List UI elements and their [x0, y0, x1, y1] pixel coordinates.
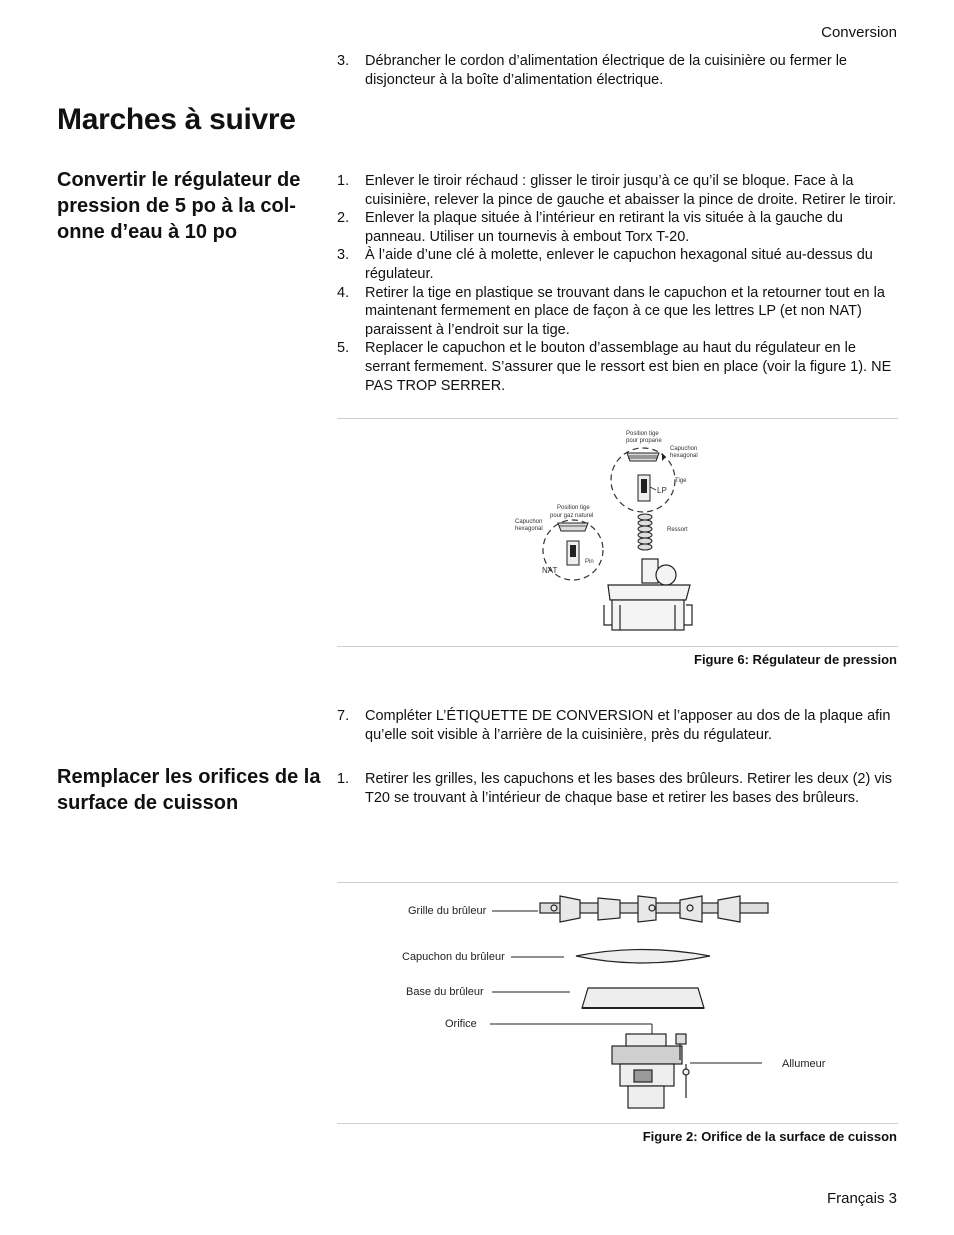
orifice-steps — [337, 770, 897, 807]
step-number: 5. — [337, 340, 350, 357]
step-number: 3. — [337, 53, 350, 69]
label-hex-cap-right: Capuchon — [670, 446, 698, 452]
list-item — [337, 209, 897, 246]
label-hex-cap-right-2: hexagonal — [670, 453, 698, 459]
list-item — [337, 339, 897, 395]
list-item — [337, 246, 897, 283]
label-lp: LP — [657, 486, 667, 495]
step-text: Compléter L’ÉTIQUETTE DE CONVERSION et l’apposer au dos de la plaque afin qu’elle soit visible à l’arrière de la cuisinière, près du régulateur. — [365, 708, 891, 743]
page-number: Français 3 — [826, 1190, 897, 1207]
list-item — [337, 52, 897, 89]
label-hex-cap-left-2: hexagonal — [515, 526, 543, 532]
step-text: Replacer le capuchon et le bouton d’assemblage au haut du régulateur en le serrant fermement. S’assurer que le ressort est bien en place (voir la figure 1). NE PAS TROP SERRER. — [365, 340, 892, 394]
section-heading-regulator: Convertir le régulateur de pression de 5 po à la col-onne d’eau à 10 po — [57, 169, 301, 243]
figure-2-bottom-rule — [337, 1123, 898, 1124]
hex-cap-left — [558, 523, 588, 531]
step-number: 2. — [337, 210, 350, 227]
step-text: Débrancher le cordon d’alimentation électrique de la cuisinière ou fermer le disjoncteur à la boîte d’alimentation électrique. — [365, 53, 847, 88]
label-position-natural: Position tige — [557, 505, 590, 511]
label-burner-cap: Capuchon du brûleur — [402, 951, 505, 963]
figure-top-rule — [337, 418, 898, 419]
list-item — [337, 284, 897, 340]
pressure-regulator-figure — [500, 425, 730, 643]
hex-cap-top — [627, 453, 659, 461]
label-pin: Pin — [585, 559, 594, 565]
list-item — [337, 770, 897, 807]
label-spring: Ressort — [667, 527, 688, 533]
label-stem: Tige — [675, 478, 687, 484]
regulator-body — [604, 559, 692, 630]
label-position-propane: Position tige — [626, 431, 659, 437]
step-text: Retirer les grilles, les capuchons et les bases des brûleurs. Retirer les deux (2) vis T20 se trouvant à l’intérieur de chaque base et retirer les bases des brûleurs. — [365, 771, 893, 806]
step-number: 1. — [337, 173, 350, 189]
burner-orifice-figure — [380, 888, 860, 1118]
running-header: Conversion — [821, 24, 897, 41]
figure-2-caption: Figure 2: Orifice de la surface de cuisson — [642, 1129, 897, 1144]
valve-body — [612, 1034, 689, 1108]
label-igniter: Allumeur — [782, 1058, 826, 1070]
label-nat: NAT — [542, 566, 558, 575]
regulator-final-step — [337, 707, 897, 744]
step-number: 7. — [337, 708, 350, 724]
burner-cap — [576, 950, 710, 964]
label-hex-cap-left: Capuchon — [515, 519, 543, 525]
spring — [638, 514, 652, 550]
page-title: Marches à suivre — [57, 103, 296, 136]
step-number: 4. — [337, 284, 350, 301]
label-position-natural-2: pour gaz naturel — [550, 513, 594, 519]
step-number: 3. — [337, 247, 350, 264]
label-orifice: Orifice — [445, 1018, 477, 1030]
figure-bottom-rule — [337, 646, 898, 647]
burner-base — [582, 988, 704, 1008]
section-heading-orifices: Remplacer les orifices de la surface de cuisson — [57, 766, 321, 814]
intro-step-list — [337, 52, 897, 89]
list-item — [337, 707, 897, 744]
step-number: 1. — [337, 771, 350, 787]
figure-6-caption: Figure 6: Régulateur de pression — [694, 652, 897, 667]
label-burner-base: Base du brûleur — [406, 986, 484, 998]
list-item — [337, 172, 897, 209]
step-text: Retirer la tige en plastique se trouvant dans le capuchon et la retourner tout en la maintenant fermement en place de façon à ce que les lettres LP (et non NAT) paraissent à l’endroit sur la tige. — [365, 284, 885, 338]
figure-2-top-rule — [337, 882, 898, 883]
label-position-propane-2: pour propane — [626, 438, 662, 444]
label-burner-grate: Grille du brûleur — [408, 905, 487, 917]
burner-grate — [540, 896, 768, 922]
step-text: Enlever le tiroir réchaud : glisser le tiroir jusqu’à ce qu’il se bloque. Face à la cuisinière, relever la pince de gauche et abaisser la pince de droite. Retirer le tiroir. — [365, 173, 897, 208]
regulator-steps — [337, 172, 897, 395]
step-text: À l’aide d’une clé à molette, enlever le capuchon hexagonal situé au-dessus du régulateur. — [365, 247, 873, 282]
step-text: Enlever la plaque située à l’intérieur en retirant la vis située à la gauche du panneau. Utiliser un tournevis à embout Torx T-20. — [365, 210, 843, 245]
